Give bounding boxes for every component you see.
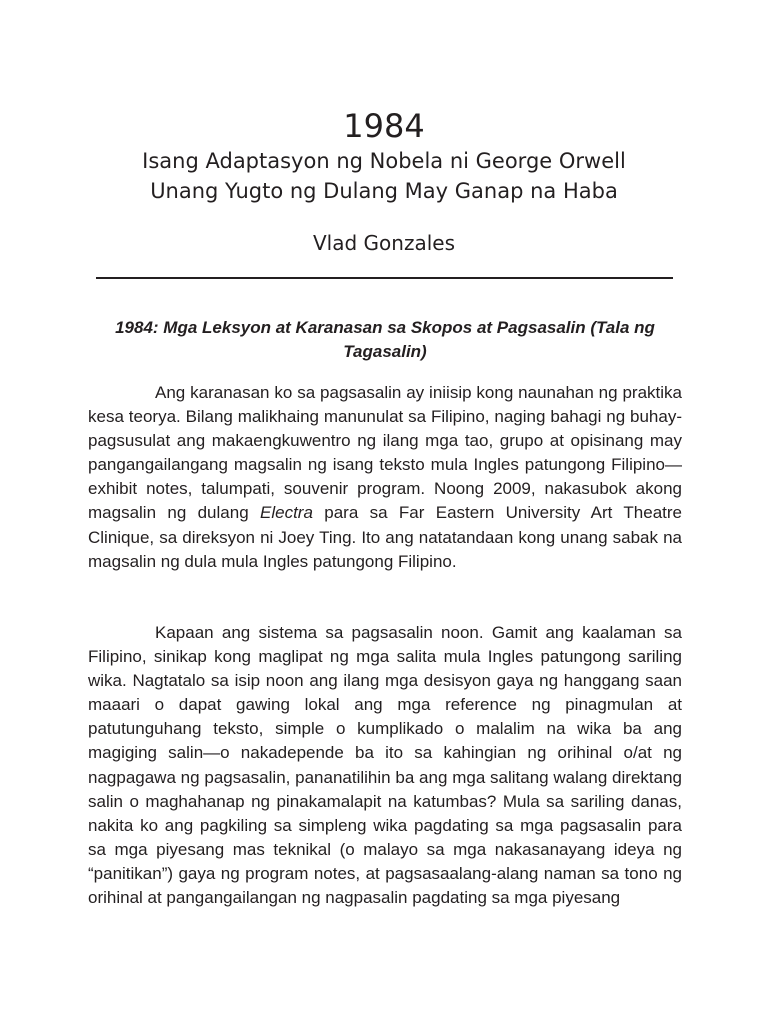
- author-name: Vlad Gonzales: [313, 231, 455, 255]
- paragraph-1-text-start: Ang karanasan ko sa pagsasalin ay iniisip kong naunahan ng praktika kesa teorya. Bilang malikhaing manunulat sa Filipino, naging bahagi ng buhay-pagsusulat ang makaengkuwentro ng ilang mga tao, grupo at opisinang may pangangailangang magsalin ng isang teksto mula Ingles patungong Filipino—exhibit notes, talumpati, souvenir program. Noong 2009, nakasubok akong magsalin ng dulang: [88, 383, 682, 523]
- section-heading: 1984: Mga Leksyon at Karanasan sa Skopos at Pagsasalin (Tala ng Tagasalin): [115, 318, 655, 361]
- horizontal-divider: [96, 277, 673, 279]
- subtitle-line-2: Unang Yugto ng Dulang May Ganap na Haba: [150, 179, 618, 203]
- play-title-italic: Electra: [260, 503, 313, 523]
- document-title: 1984: [343, 107, 425, 145]
- subtitle-line-1: Isang Adaptasyon ng Nobela ni George Orwell: [142, 149, 626, 173]
- body-paragraph-2: [88, 621, 682, 910]
- body-paragraph-1: [88, 381, 682, 574]
- paragraph-2-text: Kapaan ang sistema sa pagsasalin noon. Gamit ang kaalaman sa Filipino, sinikap kong maglipat ng mga salita mula Ingles patungong sariling wika. Nagtatalo sa isip noon ang ilang mga desisyon gaya ng hanggang saan maaari o dapat gawing lokal ang mga reference ng pinagmulan at patutunguhang teksto, simple o kumplikado o malalim na wika ba ang magiging salin—o nakadepende ba ito sa kahingian ng orihinal o/at ng nagpagawa ng pagsasalin, pananatilihin ba ang mga salitang walang direktang salin o maghahanap ng pinakamalapit na katumbas? Mula sa sariling danas, nakita ko ang pagkiling sa simpleng wika pagdating sa mga pagsasalin para sa mga piyesang mas teknikal (o malayo sa mga nakasanayang ideya ng “panitikan”) gaya ng program notes, at pagsasaalang-alang naman sa tono ng orihinal at pangangailangan ng nagpasalin pagdating sa mga piyesang: [88, 623, 682, 908]
- paragraph-1-text-end: para sa Far Eastern University Art Theatre Clinique, sa direksyon ni Joey Ting. Ito ang natatandaan kong unang sabak na magsalin ng dula mula Ingles patungong Filipino.: [88, 503, 682, 571]
